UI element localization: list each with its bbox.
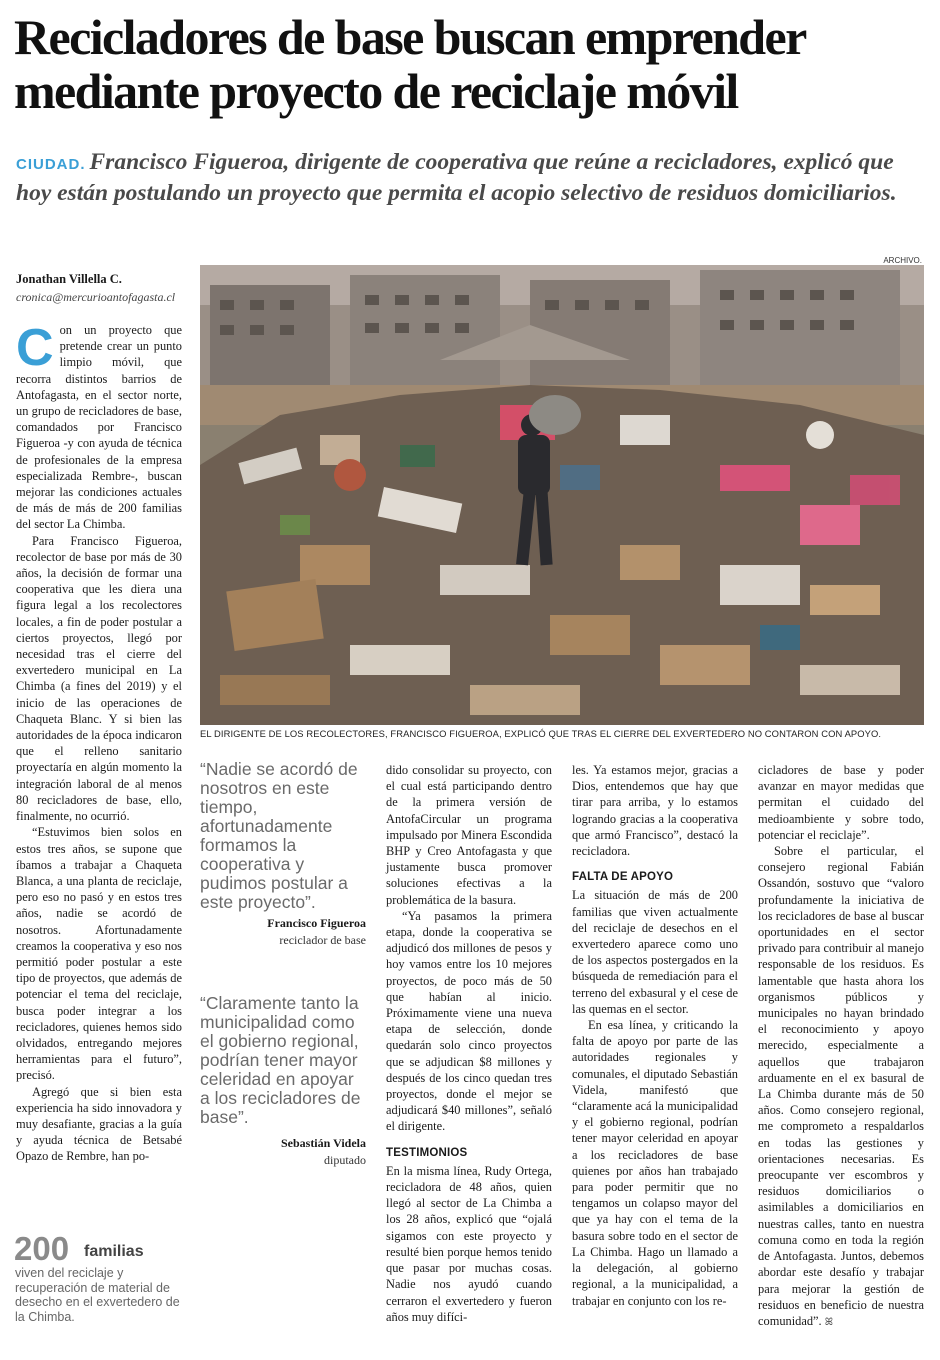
end-mark-icon: ꕤ xyxy=(824,1316,834,1328)
stat-description: viven del reciclaje y recuperación de material de desecho en el exvertedero de la Chimba. xyxy=(15,1266,180,1324)
pull-quote-2: “Claramente tanto la municipalidad como el gobierno regional, podrían tener mayor celeridad en apoyar a los recicladores de base”. xyxy=(200,993,361,1127)
byline-email[interactable]: cronica@mercurioantofagasta.cl xyxy=(16,290,176,304)
subheading-falta-de-apoyo: FALTA DE APOYO xyxy=(572,871,674,884)
article-photo xyxy=(200,265,924,725)
subheading-testimonios: TESTIMONIOS xyxy=(386,1146,468,1159)
article-column-3 xyxy=(386,762,552,1325)
headline: Recicladores de base buscan emprender mediante proyecto de reciclaje móvil xyxy=(14,9,805,119)
section-kicker: CIUDAD. xyxy=(16,156,86,173)
paragraph: En la misma línea, Rudy Ortega, recicladora de 48 años, quien llegó al sector de La Chimba a los 28 años, explicó que “ojalá sigamos con este proyecto y resulté bien porque hemos tenido que pasar por muchas cosas. Nadie nos ayudó cuando cerraron el exvertedero y fueron años muy difíci- xyxy=(386,1163,552,1324)
paragraph: Para Francisco Figueroa, recolector de base por más de 30 años, la decisión de formar una cooperativa que les diera una figura legal a los recolectores locales, a fin de poder postular a ciertos proyectos, llegó por necesidad tras el cierre del exvertedero municipal en La Chimba (a fines del 2019) y el inicio de las operaciones de Chaqueta Blanc. Y si bien las autoridades de la época indicaron que el relleno sanitario proyectaría en algún momento la integración laboral de al menos 80 recicladores de base, ello, finalmente, no ocurrió. xyxy=(16,533,182,824)
pull-quote-2-name: Sebastián Videla xyxy=(280,1136,366,1150)
dropcap: C xyxy=(16,319,54,377)
photo-caption: EL DIRIGENTE DE LOS RECOLECTORES, FRANCISCO FIGUEROA, EXPLICÓ QUE TRAS EL CIERRE DEL EXVERTEDERO NO CONTARON CON APOYO. xyxy=(200,728,882,739)
stat-number: 200 xyxy=(14,1230,70,1267)
byline-author: Jonathan Villella C. xyxy=(16,272,122,286)
lede-text: Francisco Figueroa, dirigente de cooperativa que reúne a recicladores, explicó que hoy están postulando un proyecto que permita el acopio selectivo de residuos domiciliarios. xyxy=(16,149,897,206)
stat-unit: familias xyxy=(84,1243,144,1260)
paragraph: cicladores de base y poder avanzar en mayor medidas que permitan el cuidado del medioambiente y sobre todo, potenciar el reciclaje”. xyxy=(758,763,924,842)
pull-quote-2-role: diputado xyxy=(324,1153,366,1167)
paragraph: “Estuvimos bien solos en estos tres años, se supone que íbamos a trabajar a Chaqueta Blanca, a una planta de reciclaje, pero eso no pasó y en estos tres años, nadie se acordó de nosotros. Afortunadamente creamos la cooperativa y eso nos permitió poder postular a este tipo de proyectos, que además de potenciar el tema del reciclaje, busca poder integrar a los recicladores, quienes hemos sido olvidados, entregando mejores herramientas para el futuro”, precisó. xyxy=(16,825,182,1083)
paragraph: on un proyecto que pretende crear un punto limpio móvil, que recorra distintos barrios de Antofagasta, en el sector norte, un grupo de recicladores de base, comandados por Francisco Figueroa -y con ayuda de técnica de profesionales de la empresa especializada Rembre-, buscan mejorar las condiciones actuales de más de más de 200 familias del sector La Chimba. xyxy=(16,323,182,532)
paragraph: dido consolidar su proyecto, con el cual está participando dentro de la primera versión de AntofaCircular un programa impulsado por Minera Escondida BHP y Creo Antofagasta y que justamente busca promover soluciones efectivas a la problemática de la basura. xyxy=(386,763,552,907)
paragraph: La situación de más de 200 familias que viven actualmente del reciclaje de desechos en el exvertedero aparece como uno de los aspectos postergados en la búsqueda de remediación para el terreno del exbasural y el cese de las quemas en el sector. xyxy=(572,888,738,1016)
article-column-5 xyxy=(758,762,924,1331)
photo-credit: ARCHIVO. xyxy=(883,256,922,265)
paragraph: En esa línea, y criticando la falta de apoyo por parte de las autoridades regionales y comunales, el diputado Sebastián Videla, manifestó que “claramente acá la municipalidad y el gobierno regional, podrían tener mayor celeridad en apoyar a los recicladores de base quienes por años han trabajado para poder permitir que no tengamos un colapso mayor del que ya hay con el tema de la basura sobre todo en el sector de La Chimba. Hago un llamado a la delegación, al gobierno regional, a la municipalidad, a trabajar en conjunto con los re- xyxy=(572,1018,738,1308)
pull-quote-1: “Nadie se acordó de nosotros en este tiempo, afortunadamente formamos la cooperativa y pudimos postular a este proyecto”. xyxy=(200,759,358,912)
paragraph: “Ya pasamos la primera etapa, donde la cooperativa se adjudicó dos millones de pesos y hoy vamos entre los 10 mejores proyectos, de poco más de 50 que habían al inicio. Próximamente viene una nueva etapa de selección, donde quedarán solo cinco proyectos que se adjudican $8 millones y después de los cinco quedan tres proyectos, donde el mejor se adjudicará $40 millones”, señaló el dirigente. xyxy=(386,908,552,1134)
paragraph: les. Ya estamos mejor, gracias a Dios, entendemos que hay que tirar para arriba, y lo estamos logrando gracias a la cooperativa que armó Francisco”, destacó la recicladora. xyxy=(572,763,738,859)
lede xyxy=(16,148,921,208)
pull-quote-1-name: Francisco Figueroa xyxy=(267,916,366,930)
article-column-4 xyxy=(572,762,738,1309)
paragraph xyxy=(758,843,924,1331)
pull-quote-1-role: reciclador de base xyxy=(279,933,366,947)
paragraph-text: Sobre el particular, el consejero regional Fabián Ossandón, sostuvo que “valoro profundamente la iniciativa de los recicladores de base al buscar oportunidades en el sector privado para contribuir al manejo responsable de los residuos. Es lamentable que hasta ahora los organismos públicos y municipales no hayan brindado el reconocimiento y apoyo merecido, especialmente a aquellos que trabajaron arduamente en el ex basural de La Chimba durante más de 50 años. Como consejero regional, me comprometo a respaldarlos en todas las gestiones y orientaciones necesarias. Es preocupante ver escombros y residuos domiciliarios o asimilables a domiciliarios en nuestras calles, tanto en nuestra comuna como en toda la región de Antofagasta. Juntos, debemos abordar este desafío y trabajar para mejorar la gestión de residuos en beneficio de nuestra comunidad”. xyxy=(758,844,924,1328)
article-column-1 xyxy=(16,319,182,1165)
paragraph: Agregó que si bien esta experiencia ha sido innovadora y muy desafiante, gracias a la guía y ayuda técnica de Betsabé Opazo de Rembre, han po- xyxy=(16,1084,182,1164)
